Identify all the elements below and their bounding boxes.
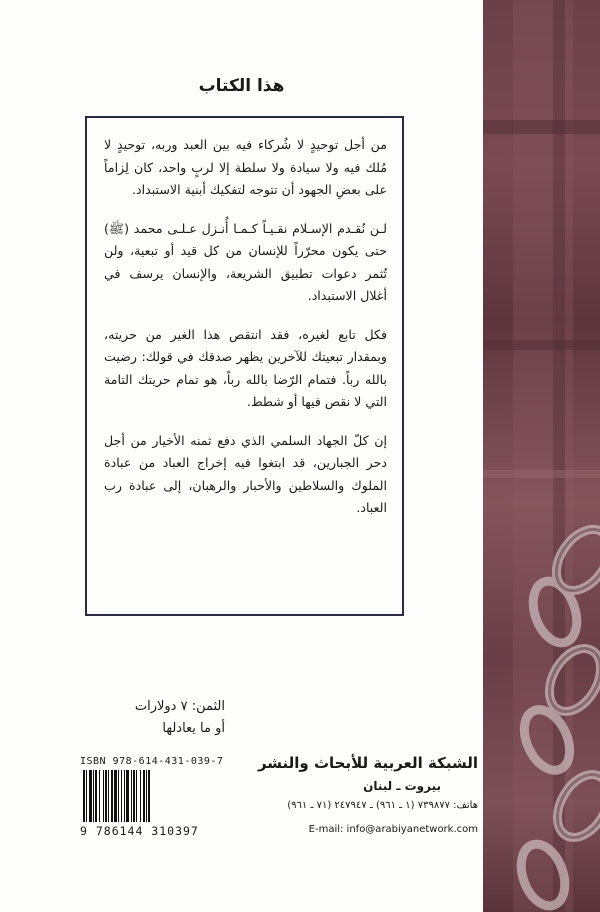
blurb-paragraph-4: إن كلّ الجهاد السلمي الذي دفع ثمنه الأخيار من أجل دحر الجبارين، قد ابتغوا فيه إخراج العباد من عبادة الملوك والسلاطين والأحبار والرهبان، إلى عبادة رب العباد. — [104, 432, 387, 515]
isbn-label: ISBN 978-614-431-039-7 — [80, 756, 224, 767]
blurb-paragraph-2: لـن نُقـدم الإسـلام نقـيـاً كـمـا أُنـزل عـلـى محمد (ﷺ) حتى يكون محرّراً للإنسان من كل قيد أو تبعية، ولن تُثمر دعوات تطبيق الشريعة، والإنسان يرسف في أغلال الاستبداد. — [104, 220, 387, 303]
barcode-icon — [83, 770, 193, 822]
publisher-city: بيروت ـ لبنان — [363, 779, 441, 793]
section-title: هذا الكتاب — [198, 76, 285, 96]
blurb-text — [104, 134, 387, 536]
blurb-paragraph-3: فكل تابع لغيره، فقد انتقص هذا الغير من حريته، وبمقدار تبعيتك للآخرين يظهر صدقك في قولك: رضيت بالله رباً. فتمام الرّضا بالله رباً، هو تمام حريتك التامة التي لا نقص فيها أو شطط. — [104, 326, 387, 409]
decorative-chain-strip — [483, 0, 600, 912]
price-line: الثمن: ٧ دولارات — [134, 699, 225, 714]
price-block — [135, 696, 225, 740]
chain-artwork-icon — [483, 0, 600, 912]
price-equivalent: أو ما يعادلها — [162, 721, 225, 736]
publisher-phone: هاتف: ٧٣٩٨٧٧ (١ ـ ٩٦١) ـ ٢٤٧٩٤٧ (٧١ ـ ٩٦١) — [287, 800, 478, 811]
publisher-name: الشبكة العربية للأبحاث والنشر — [257, 754, 478, 772]
isbn-number: 9 786144 310397 — [80, 824, 199, 838]
blurb-paragraph-1: من أجل توحيدٍ لا شُركاء فيه بين العبد وربه، توحيدٍ لا مُلك فيه ولا سيادة ولا سلطة إلا لربٍ واحد، كان لِزاماً على بعضِ الجهود أن تتوجه لتفكيك أبنية الاستبداد. — [104, 137, 387, 197]
publisher-email: E-mail: info@arabiyanetwork.com — [308, 824, 478, 835]
